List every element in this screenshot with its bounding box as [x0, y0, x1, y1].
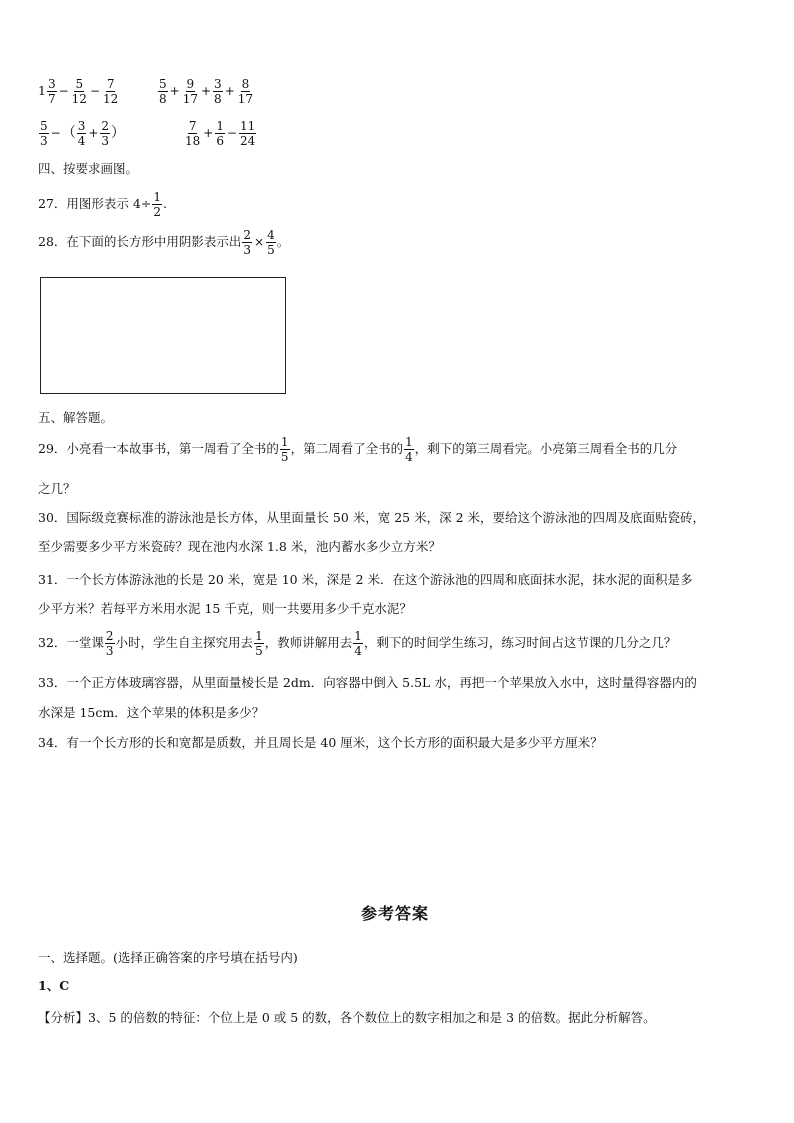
fraction: $\frac{5}{12}$ — [71, 77, 87, 106]
question-33-line-2: 水深是 15cm．这个苹果的体积是多少？ — [38, 705, 265, 720]
answer-1-analysis: 【分析】3、5 的倍数的特征：个位上是 0 或 5 的数，各个数位上的数字相加之和是 3 的倍数。据此分析解答。 — [38, 1010, 656, 1025]
question-31-line-1: 31．一个长方体游泳池的长是 20 米，宽是 10 米，深是 2 米．在这个游泳池的四周和底面抹水泥，抹水泥的面积是多 — [38, 572, 693, 587]
right-paren: ） — [111, 125, 126, 141]
operator: − — [50, 126, 61, 140]
fraction: $\frac{1}{6}$ — [216, 119, 224, 148]
fraction: $\frac{7}{18}$ — [185, 119, 201, 148]
times-operator: × — [254, 235, 265, 249]
question-28: 28．在下面的长方形中用阴影表示出 $\frac{2}{3}$ × $\frac{4}{5}$ 。 — [38, 228, 290, 257]
answers-title: 参考答案 — [361, 904, 430, 923]
answer-1: 1、C — [38, 978, 70, 993]
fraction: $\frac{3}{8}$ — [214, 77, 222, 106]
operator: − — [226, 126, 238, 140]
question-31-line-2: 少平方米？若每平方米用水泥 15 千克，则一共要用多少千克水泥？ — [38, 601, 412, 616]
fraction: $\frac{3}{7}$ — [47, 77, 56, 106]
fraction: $\frac{1}{5}$ — [280, 435, 289, 464]
operator: − — [89, 84, 100, 98]
answers-section-1: 一、选择题。(选择正确答案的序号填在括号内) — [38, 950, 298, 965]
fraction: $\frac{1}{4}$ — [405, 435, 413, 464]
left-paren: （ — [61, 125, 76, 141]
fraction: $\frac{5}{3}$ — [40, 119, 48, 148]
section-5-heading: 五、解答题。 — [38, 410, 114, 425]
fraction: $\frac{3}{4}$ — [77, 119, 86, 148]
fraction: $\frac{4}{5}$ — [267, 228, 275, 257]
operator: − — [58, 84, 69, 98]
fraction: $\frac{1}{5}$ — [255, 629, 263, 658]
operator: + — [88, 126, 99, 140]
fraction: $\frac{2}{3}$ — [243, 228, 252, 257]
fraction: $\frac{9}{17}$ — [182, 77, 198, 106]
question-29: 29．小亮看一本故事书，第一周看了全书的 $\frac{1}{5}$ ，第二周看了全书的 $\frac{1}{4}$ ，剩下的第三周看完。小亮第三周看全书的几分 — [38, 435, 678, 464]
whole-number: 1 — [38, 83, 46, 98]
operator: + — [169, 84, 180, 98]
calc-expression-2 — [157, 78, 255, 105]
question-30-line-1: 30．国际级竞赛标准的游泳池是长方体，从里面量长 50 米，宽 25 米，深 2 米，要给这个游泳池的四周及底面贴瓷砖， — [38, 510, 706, 525]
fraction: $\frac{7}{12}$ — [103, 77, 119, 106]
question-33-line-1: 33．一个正方体玻璃容器，从里面量棱长是 2dm．向容器中倒入 5.5L 水，再把一个苹果放入水中，这时量得容器内的 — [38, 675, 697, 690]
calc-expression-4 — [183, 120, 257, 147]
operator: + — [224, 84, 235, 98]
fraction: $\frac{1}{2}$ — [153, 190, 161, 219]
question-27: 27．用图形表示 4÷ $\frac{1}{2}$ . — [38, 190, 167, 219]
fraction: $\frac{2}{3}$ — [101, 119, 110, 148]
fraction: $\frac{1}{4}$ — [354, 629, 362, 658]
fraction: $\frac{5}{8}$ — [159, 77, 167, 106]
drawing-rectangle — [40, 277, 286, 394]
fraction: $\frac{8}{17}$ — [237, 77, 254, 106]
question-29-line-2: 之几？ — [38, 481, 76, 496]
section-4-heading: 四、按要求画图。 — [38, 161, 139, 176]
calc-expression-1 — [38, 78, 120, 105]
question-34: 34．有一个长方形的长和宽都是质数，并且周长是 40 厘米，这个长方形的面积最大是多少平方厘米？ — [38, 735, 603, 750]
operator: + — [203, 126, 214, 140]
calc-expression-3 — [38, 120, 125, 147]
fraction: $\frac{11}{24}$ — [240, 119, 256, 148]
operator: + — [200, 84, 212, 98]
question-30-line-2: 至少需要多少平方米瓷砖？现在池内水深 1.8 米，池内蓄水多少立方米？ — [38, 539, 441, 554]
fraction: $\frac{2}{3}$ — [105, 629, 114, 658]
question-32: 32．一堂课 $\frac{2}{3}$ 小时，学生自主探究用去 $\frac{1}{5}$ ，教师讲解用去 $\frac{1}{4}$ ，剩下的时间学生练习，练习时间占这节课的几分之几？ — [38, 629, 677, 658]
